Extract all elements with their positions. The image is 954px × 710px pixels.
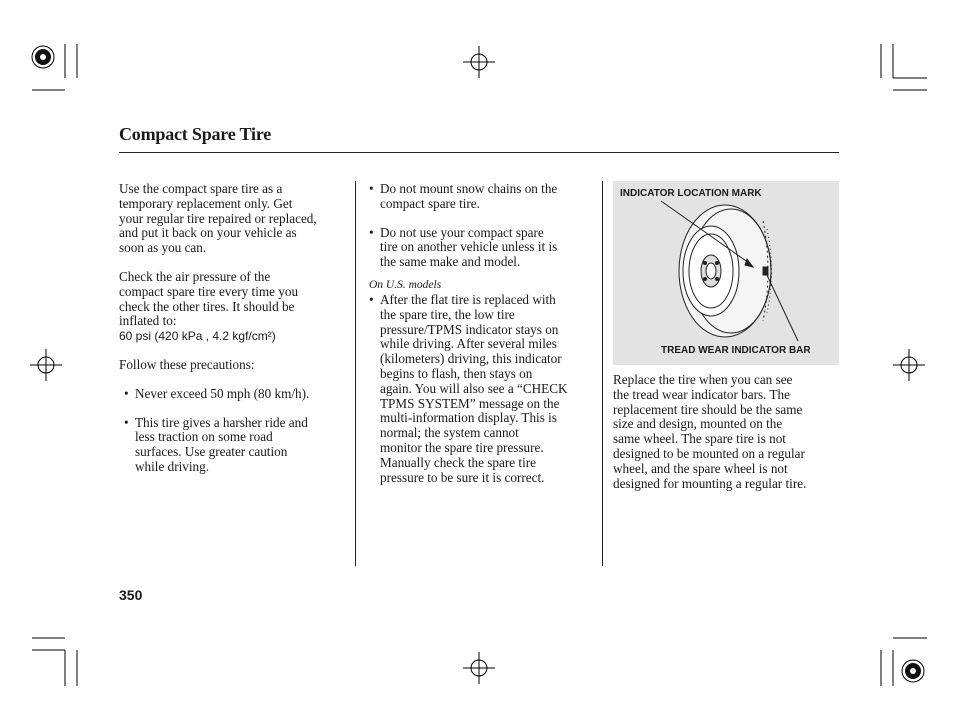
tire-illustration bbox=[613, 181, 839, 365]
list-item: • This tire gives a harsher ride and less traction on some road surfaces. Use greater caution while driving. bbox=[124, 414, 308, 474]
indicator-location-label: INDICATOR LOCATION MARK bbox=[620, 188, 762, 199]
column-divider-2 bbox=[602, 181, 603, 566]
intro-paragraph: Use the compact spare tire as a temporary replacement only. Get your regular tire repaired or replaced, and put it back on your vehicle as soon as you can. bbox=[119, 181, 317, 256]
us-models-note: On U.S. models bbox=[369, 278, 442, 291]
list-item: • Do not use your compact spare tire on another vehicle unless it is the same make and model. bbox=[369, 224, 558, 270]
replace-paragraph: Replace the tire when you can see the tread wear indicator bars. The replacement tire should be the same size and design, mounted on the same wheel. The spare tire is not designed to be mounted on a regular wheel, and the spare wheel is not designed for mounting a regular tire. bbox=[613, 372, 807, 491]
pressure-paragraph: Check the air pressure of the compact spare tire every time you check the other tires. It should be inflated to: 60 psi (420 kPa , 4.2 kgf/cm²) bbox=[119, 268, 299, 344]
column-3-text bbox=[613, 373, 843, 491]
title-rule bbox=[119, 152, 839, 153]
precautions-heading: Follow these precautions: bbox=[119, 356, 255, 372]
list-item: • Never exceed 50 mph (80 km/h). bbox=[124, 385, 310, 401]
column-divider-1 bbox=[355, 181, 356, 566]
column-2 bbox=[369, 182, 599, 485]
tread-wear-label: TREAD WEAR INDICATOR BAR bbox=[661, 345, 811, 356]
list-item: • Do not mount snow chains on the compact spare tire. bbox=[369, 181, 558, 211]
page-title: Compact Spare Tire bbox=[119, 124, 272, 144]
pressure-value: 60 psi (420 kPa , 4.2 kgf/cm²) bbox=[119, 329, 276, 344]
column-1 bbox=[119, 182, 351, 475]
page-number: 350 bbox=[119, 587, 143, 603]
tire-figure bbox=[613, 181, 839, 365]
list-item: • After the flat tire is replaced with the spare tire, the low tire pressure/TPMS indicator stays on while driving. After several miles (kilometers) driving, this indicator begins to flash, then stays on again. You will also see a “CHECK TPMS SYSTEM” message on the multi-information display. This is normal; the system cannot monitor the spare tire pressure. Manually check the spare tire pressure to be sure it is correct. bbox=[369, 291, 568, 485]
